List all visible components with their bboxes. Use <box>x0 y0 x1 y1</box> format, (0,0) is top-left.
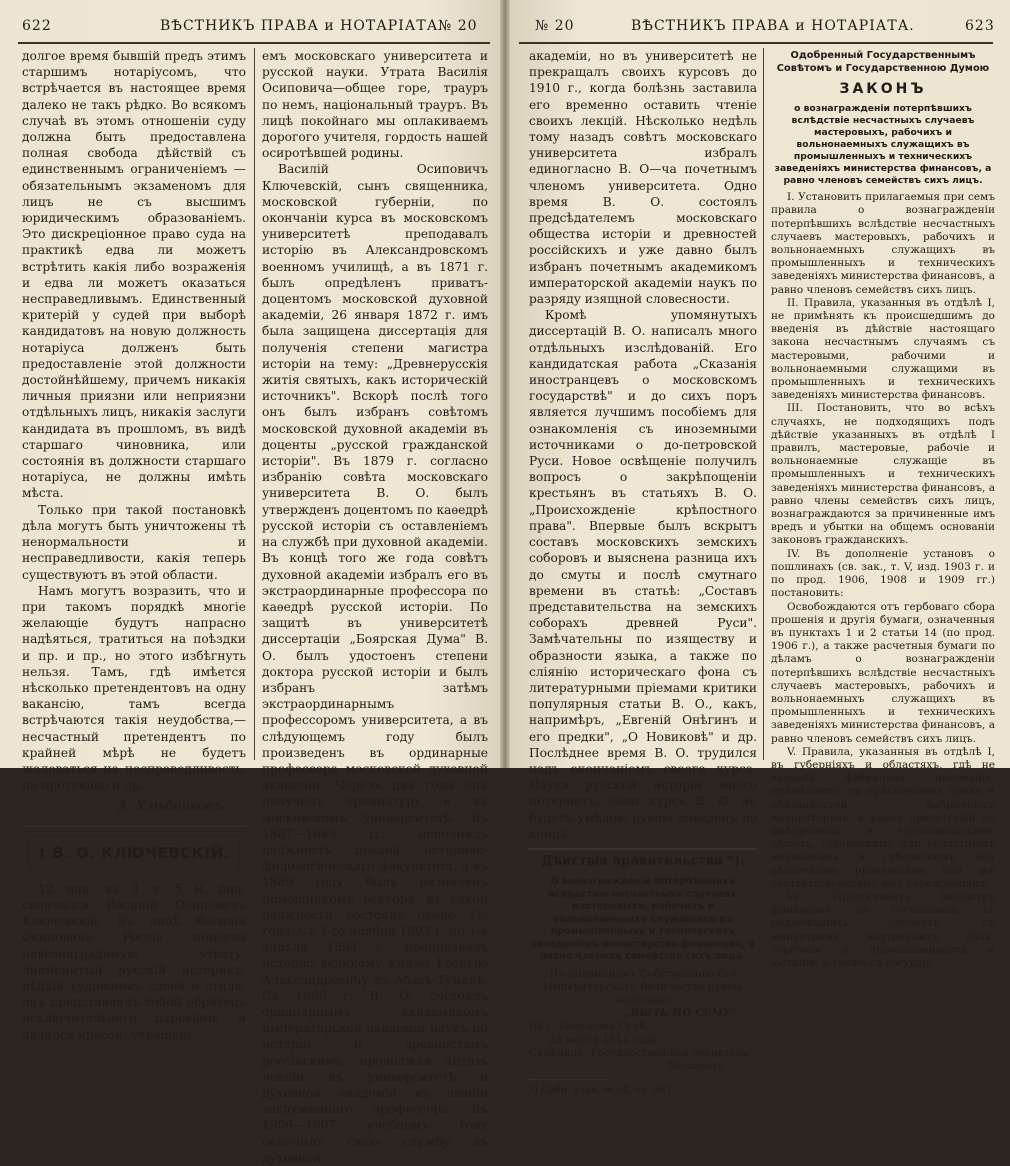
left-page-number: 622 <box>22 18 52 34</box>
paragraph: емъ московскаго университета и русской науки. Утрата Василія Осиповича—общее горе, трауръ по немъ, національный трауръ. Въ лицѣ покойнаго мы оплакиваемъ дорогого учителя, гордость нашей осиротѣвшей родины. <box>262 49 488 161</box>
law-approval-line: Одобренный Государственнымъ Совѣтомъ и Государственною Думою <box>776 50 990 74</box>
decree-secretary: Макаровъ. <box>667 1060 727 1073</box>
law-article: II. Правила, указанныя въ отдѣлѣ I, не примѣнять къ происшедшимъ до введенія въ дѣйствіе настоящаго закона несчастнымъ случаямъ съ мастеровыми, рабочими и вольнонаемными служащими въ промышленныхъ и техническихъ заведеніяхъ министерства финансовъ. <box>771 296 995 402</box>
right-issue-number: № 20 <box>535 18 575 34</box>
left-column-1 <box>22 48 246 1043</box>
paragraph: Только при такой постановкѣ дѣла могутъ быть уничтожены тѣ ненормальности и несправедливости, какія теперь существуютъ въ этой области. <box>22 502 246 582</box>
obituary-heading: † В. О. КЛЮЧЕВСКІЙ. <box>28 835 240 871</box>
left-issue-number: № 20 <box>438 18 478 34</box>
left-journal-title: ВѢСТНИКЪ ПРАВА и НОТАРІАТА. <box>160 18 444 34</box>
paragraph: Василій Осиповичъ Ключевскій, сынъ священника, московской губерніи, по окончаніи курса въ московскомъ университетѣ преподавалъ исторію въ Александровскомъ военномъ училищѣ, а въ 1871 г. былъ опредѣленъ приватъ-доцентомъ московской духовной академіи, 26 января 1872 г. имъ была защищена диссертація для полученія степени магистра исторіи на тему: „Древнерусскія житія святыхъ, какъ историческій источникъ". Вскорѣ послѣ того онъ былъ избранъ совѣтомъ московской духовной академіи въ доценты „русской гражданской исторіи". Въ 1879 г. согласно избранію совѣта московскаго университета В. О. былъ утвержденъ доцентомъ по каѳедрѣ русской исторіи съ оставленіемъ на службѣ при духовной академіи. Въ концѣ того же года совѣтъ духовной академіи избралъ его въ экстраординарные профессора по каѳедрѣ русской исторіи. По защитѣ въ университетѣ диссертаціи „Боярская Дума" В. О. былъ удостоенъ степени доктора русской исторіи и былъ избранъ затѣмъ экстраординарнымъ профессоромъ университета, а въ слѣдующемъ году былъ произведенъ въ ординарные профессора московской духовной академіи. Черезъ два года онъ получилъ ординатуру и въ московскомъ университетѣ. Въ 1887—1889 гг. исполнялъ должность декана историко-филологическаго факультета, а въ 1889 году былъ назначенъ помощникомъ ректора, въ какой должности состоялъ около 1½ года. Съ 1-го ноября 1893 г. по 1-е апрѣля 1894 г. преподавалъ исторію великому князю Георгію Александровичу въ Абасъ-Туманѣ. Съ 1900 г. В. О. состоялъ ординарнымъ академикомъ императорской академіи наукъ по исторіи и древностямъ россійскимъ, продолжая читать лекціи въ университетѣ и духовной академіи въ званіи заслуженнаго профессора. Въ 1906—1907 учебномъ году окончилъ свою службу въ духовной <box>262 162 488 1165</box>
decree-subject: О вознагражденіи потерпѣвшихъ вслѣдствіе несчастныхъ случаевъ мастеровыхъ, рабочихъ и вольнонаемныхъ служащихъ въ промышленныхъ и техническихъ заведеніяхъ министерства финансовъ, а равно членовъ семействъ сихъ лицъ. <box>530 876 756 963</box>
paragraph: Кромѣ упомянутыхъ диссертацій В. О. написалъ много отдѣльныхъ изслѣдованій. Его кандидатская работа „Сказанія иностранцевъ о московскомъ государствѣ" и до сихъ поръ является лучшимъ пособіемъ для ознакомленія съ иноземными источниками о до-петровской Руси. Новое освѣщеніе получилъ вопросъ о закрѣпощеніи крестьянъ въ статьяхъ В. О. „Происхожденіе крѣпостного права". Впервые былъ вскрытъ составъ московскихъ земскихъ соборовъ и выяснена разница ихъ до смуты и послѣ смутнаго времени въ статьѣ: „Составъ представительства на земскихъ соборахъ древней Руси". Замѣчательны по изяществу и образности языка, а также по слiянію историческаго фона съ литературными пріемами критики популярныя статьи В. О., какъ, напримѣръ, „Евгеній Онѣгинъ и его предки", „О Новиковѣ" и др. Послѣднее время В. О. трудился надъ окончаніемъ своего курса. Наука русской исторіи много потеряетъ, если курсъ В. О. не будетъ умѣлою рукою доведенъ до конца. <box>529 308 757 841</box>
paragraph: академіи, но въ университетѣ не прекращалъ своихъ курсовъ до 1910 г., когда болѣзнь заставила его временно оставить чтеніе своихъ лекцій. Нѣсколько недѣль тому назадъ совѣтъ московскаго университета избралъ единогласно В. О—ча почетнымъ членомъ университета. Одно время В. О. состоялъ предсѣдателемъ московскаго общества исторіи и древностей россійскихъ и уже давно былъ избранъ почетнымъ академикомъ императорской академіи наукъ по разряду изящной словесности. <box>529 49 757 307</box>
footnote-rule <box>529 1079 609 1080</box>
law-subject: о вознагражденіи потерпѣвшихъ вслѣдствіе несчастныхъ случаевъ мастеровыхъ, рабочихъ и вольнонаемныхъ служащихъ въ промышленныхъ и техническихъ заведеніяхъ министерства финансовъ, а равно членовъ семействъ сихъ лицъ. <box>774 103 992 187</box>
law-article: VI. Предоставить министру финансовъ, по соглашенію, въ подлежащихъ случаяхъ, съ министрами внутреннихъ дѣлъ, торговли и промышленности и юстиціи, а также съ государ- <box>771 890 995 969</box>
right-column-2 <box>771 50 995 970</box>
decree-countersign: Скрѣпилъ: Государственный секретарь <box>529 1046 749 1059</box>
law-article: Освобождаются отъ гербоваго сбора прошенія и другія бумаги, означенныя въ пунктахъ 1 и 2 статьи 14 (по прод. 1906 г.), а также расчетныя бумаги по дѣламъ о вознагражденіи потерпѣвшихъ вслѣдствіе несчастныхъ случаевъ мастеровыхъ, рабочихъ и вольнонаемныхъ служащихъ въ промышленныхъ и техническихъ заведеніяхъ министерства финансовъ, а равно членовъ семействъ сихъ лицъ. <box>771 600 995 745</box>
decree-date: 23 марта 1911 года. <box>549 1033 661 1046</box>
right-page <box>505 0 1010 1097</box>
law-title: ЗАКОНЪ <box>839 81 927 97</box>
book-gutter <box>500 0 510 768</box>
section-rule <box>22 826 246 827</box>
column-divider <box>254 48 255 760</box>
footnote: *) Собр. узак. № 64, ст. 567. <box>529 1085 675 1097</box>
law-article: I. Установить прилагаемыя при семъ правила о вознагражденіи потерпѣвшихъ вслѣдствіе несчастныхъ случаевъ мастеровыхъ, рабочихъ и вольнонаемныхъ служащихъ въ промышленныхъ и техническихъ заведеніяхъ министерства финансовъ, а равно членовъ семействъ сихъ лицъ. <box>771 191 995 296</box>
right-journal-title: ВѢСТНИКЪ ПРАВА и НОТАРІАТА. <box>631 18 915 34</box>
right-page-number: 623 <box>965 18 995 34</box>
law-articles <box>771 191 995 970</box>
government-actions-heading: Дѣйствія правительства *). <box>541 853 745 869</box>
right-column-1 <box>529 48 757 1097</box>
column-divider <box>763 48 764 760</box>
decree-place: Въ г. Царскомъ Селѣ. <box>529 1020 649 1033</box>
law-article: III. Постановить, что во всѣхъ случаяхъ, не подходящихъ подъ дѣйствіе указанныхъ въ отдѣлѣ I правилъ, мастеровые, рабочіе и вольнонаемные служащіе въ промышленныхъ и техническихъ заведеніяхъ министерства финансовъ, а равно члены семействъ сихъ лицъ, вознаграждаются за причиненные имъ вредъ и убытки на общемъ основаніи законовъ гражданскихъ. <box>771 402 995 547</box>
left-column-2 <box>262 48 488 1166</box>
right-header-rule <box>519 42 993 44</box>
decree-sovereign-words: „БЫТЬ ПО СЕМУ" <box>624 1007 737 1020</box>
section-rule <box>529 848 757 850</box>
article-signature: А. Хлѣбниковъ. <box>118 799 226 815</box>
paragraph: долгое время бывшій предъ этимъ старшимъ нотаріусомъ, что встрѣчается въ настоящее время далеко не такъ рѣдко. Во всякомъ случаѣ въ этомъ отношеніи суду должна быть предоставлена полная свобода дѣйствій съ единственнымъ ограниченіемъ — обязательнымъ экзаменомъ для лицъ не съ высшимъ юридическимъ образованіемъ. Это дискреціонное право суда на практикѣ едва ли можетъ встрѣтить какія либо возраженія и едва ли можетъ оказаться несправедливымъ. Единственный критерій у судей при выборѣ кандидатовъ на новую должность нотаріуса долженъ быть предоставленіе этой должности достойнѣйшему, причемъ никакія личныя приязни или неприязни отдѣльныхъ лицъ, никакія заслуги кандидата въ прошломъ, въ видѣ старшаго чиновника, или состоянія въ должности старшаго нотаріуса, не должны имѣть мѣста. <box>22 49 246 501</box>
decree-original-note: На подлинномъ Собственною Его Императорскаго Величества рукою написано: <box>543 967 743 1007</box>
law-article: IV. Въ дополненіе установъ о пошлинахъ (св. зак., т. V, изд. 1903 г. и по прод. 1906, 1908 и 1909 гг.) постановить: <box>771 547 995 600</box>
left-header-rule <box>18 42 490 44</box>
paragraph: Намъ могутъ возразить, что и при такомъ порядкѣ многіе желающіе будутъ напрасно надѣяться, тратиться на поѣздки и пр. и пр., но этого избѣгнуть нельзя. Тамъ, гдѣ имѣется нѣсколько претендентовъ на одну вакансію, тамъ всегда встрѣчаются такія неудобства,—несчастный претендентъ по крайней мѣрѣ не будетъ жаловаться на несправедливость, на протекцію и пр. <box>22 583 246 793</box>
left-page <box>0 0 505 1165</box>
law-article: V. Правила, указанныя въ отдѣлѣ I, въ губерніяхъ и областяхъ, гдѣ не введена фабричная инспекція, примѣняютъ съ присвоеніемъ правъ и обязанностей фабричныхъ инспекторовъ, а равно присутствій по фабричнымъ и горнозаводскимъ дѣламъ, губернскимъ или областнымъ механикамъ и губернскимъ или областнымъ правленіямъ или же соотвѣтствующимъ имъ учрежденіямъ. <box>771 745 995 890</box>
paragraph: 12 мая, въ 3 ч. 5 м. дня, скончался Василій Осиповичъ Ключевскій. Въ лицѣ Василія Осиповича Россія понесла невознаградимую утрату. Знаменитый русскій историкъ, рѣдкій художникъ слова и стиля, онъ представлялъ собой образецъ исключительного дарованія и являлся красой, украшені- <box>22 881 246 1042</box>
